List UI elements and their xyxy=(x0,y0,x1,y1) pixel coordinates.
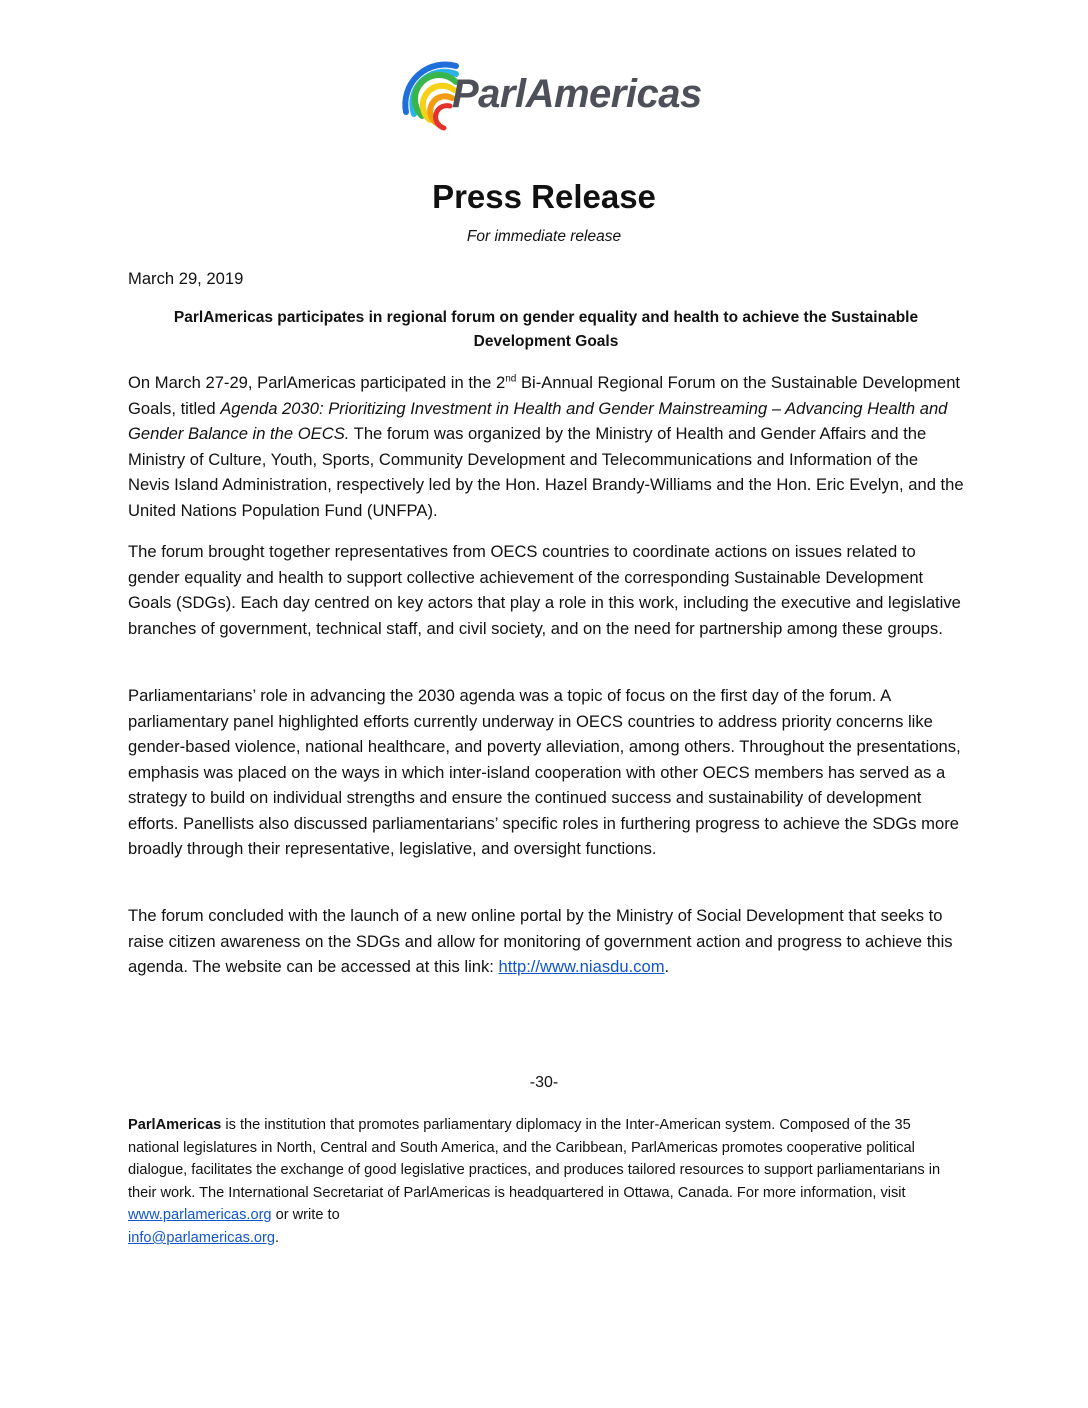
website-link[interactable]: www.parlamericas.org xyxy=(128,1207,272,1224)
footer-boilerplate xyxy=(128,1114,964,1250)
footer-text: is the institution that promotes parliamentary diplomacy in the Inter-American system. Composed of the 35 national legislatures in North, Central and South America, and the Caribbean, ParlAmericas promotes cooperative political dialogue, facilitates the exchange of good legislative practices, and produces tailored resources to support parliamentarians in their work. The International Secretariat of ParlAmericas is headquartered in Ottawa, Canada. For more information, visit xyxy=(128,1117,941,1201)
headline-line-2: Development Goals xyxy=(473,333,619,350)
footer-org-name: ParlAmericas xyxy=(128,1117,222,1133)
paragraph-1-part-1: On March 27-29, ParlAmericas participated in the 2 xyxy=(128,373,506,392)
ordinal-superscript: nd xyxy=(505,373,517,385)
paragraph-4-text: The forum concluded with the launch of a new online portal by the Ministry of Social Development that seeks to raise citizen awareness on the SDGs and allow for monitoring of government action and progress to achieve this agenda. The website can be accessed at this link: xyxy=(128,906,953,976)
paragraph-3: Parliamentarians’ role in advancing the 2030 agenda was a topic of focus on the first day of the forum. A parliamentary panel highlighted efforts currently underway in OECS countries to address priority concerns like gender-based violence, national healthcare, and poverty alleviation, among others. Throughout the presentations, emphasis was placed on the ways in which inter-island cooperation with other OECS members has served as a strategy to build on individual strengths and ensure the continued success and sustainability of development efforts. Panellists also discussed parliamentarians’ specific roles in furthering progress to achieve the SDGs more broadly through their representative, legislative, and oversight functions. xyxy=(128,686,961,858)
logo-wordmark: ParlAmericas xyxy=(452,72,702,116)
paragraph-1 xyxy=(128,370,964,523)
footer-middle: or write to xyxy=(271,1207,340,1224)
release-note: For immediate release xyxy=(466,228,622,245)
paragraph-1-part-2: Bi-Annual Regional Forum on the Sustainable Development Goals, titled xyxy=(128,373,961,418)
paragraph-4 xyxy=(128,903,964,980)
paragraph-2: The forum brought together representatives from OECS countries to coordinate actions on issues related to gender equality and health to support collective achievement of the corresponding Sustainable Development Goals (SDGs). Each day centred on key actors that play a role in this work, including the executive and legislative branches of government, technical staff, and civil society, and on the need for partnership among these groups. xyxy=(128,542,961,638)
release-date: March 29, 2019 xyxy=(128,269,244,288)
end-mark: -30- xyxy=(529,1074,559,1091)
paragraph-4-end: . xyxy=(664,957,670,976)
footer-end: . xyxy=(275,1229,280,1246)
email-link[interactable]: info@parlamericas.org xyxy=(128,1229,276,1246)
parlamericas-logo xyxy=(394,52,714,152)
headline-line-1: ParlAmericas participates in regional forum on gender equality and health to achieve the Sustainable xyxy=(173,309,919,326)
niasdu-link[interactable]: http://www.niasdu.com xyxy=(498,957,665,976)
headline xyxy=(128,306,964,354)
paragraph-1-part-3: The forum was organized by the Ministry of Health and Gender Affairs and the Ministry of Culture, Youth, Sports, Community Development and Telecommunications and Information of the Nevis Island Administration, respectively led by the Hon. Hazel Brandy-Williams and the Hon. Eric Evelyn, and the United Nations Population Fund (UNFPA). xyxy=(128,424,964,520)
forum-title-italic: Agenda 2030: Prioritizing Investment in Health and Gender Mainstreaming – Advancing Health and Gender Balance in the OECS. xyxy=(128,398,948,443)
page-title: Press Release xyxy=(432,178,656,215)
